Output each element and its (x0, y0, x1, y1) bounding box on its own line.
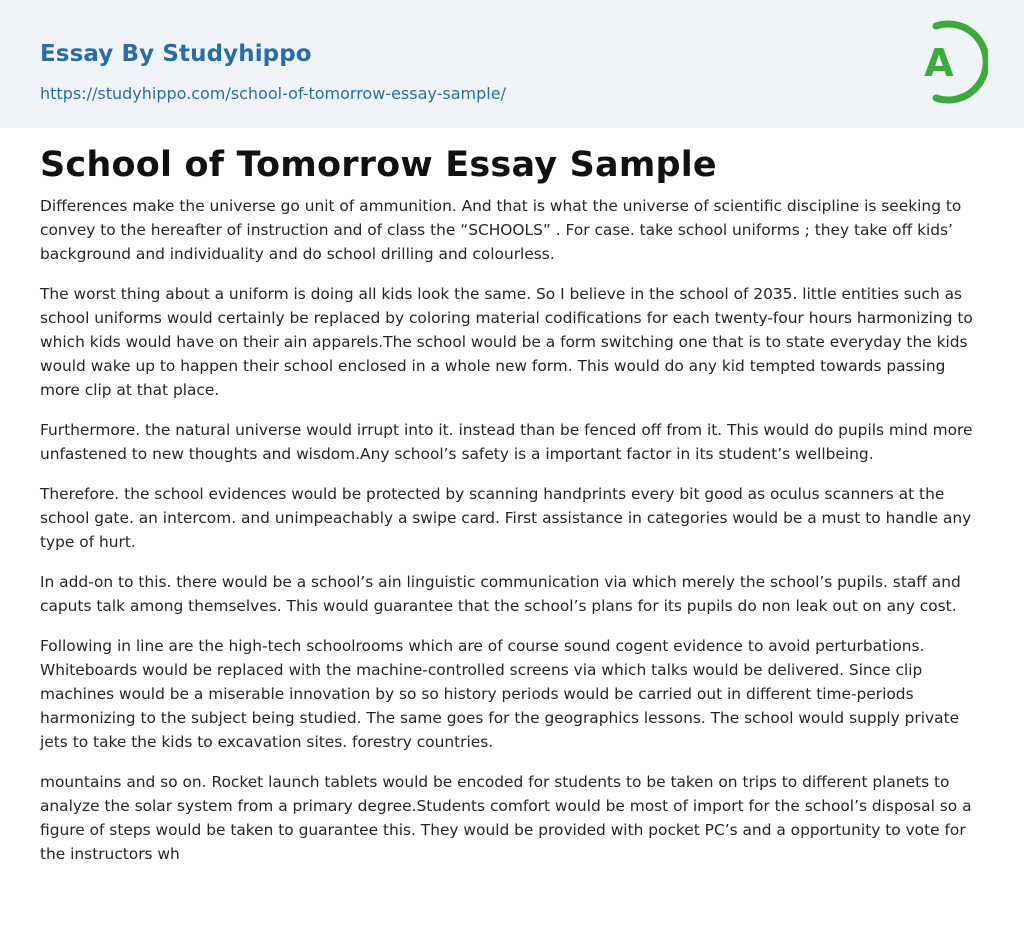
essay-paragraph: Therefore. the school evidences would be protected by scanning handprints every bit good as oculus scanners at the school gate. an intercom. and unimpeachably a swipe card. First assistance in categories would be a must to handle any type of hurt. (40, 485, 972, 551)
essay-paragraph: In add-on to this. there would be a school’s ain linguistic communication via which merely the school’s pupils. staff and caputs talk among themselves. This would guarantee that the school’s plans for its pupils do non leak out on any cost. (40, 573, 961, 615)
essay-body (40, 194, 986, 882)
logo-letter: A (924, 41, 954, 85)
essay-paragraph: The worst thing about a uniform is doing all kids look the same. So I believe in the school of 2035. little entities such as school uniforms would certainly be replaced by coloring material codifications for each twenty-four hours harmonizing to which kids would have on their ain apparels.The school would be a form switching one that is to state everyday the kids would wake up to happen their school enclosed in a whole new form. This would do any kid tempted towards passing more clip at that place. (40, 285, 973, 399)
essay-paragraph: Differences make the universe go unit of ammunition. And that is what the universe of scientific discipline is seeking to convey to the hereafter of instruction and of class the “SCHOOLS” . For case. take school uniforms ; they take off kids’ background and individuality and do school drilling and colourless. (40, 197, 962, 263)
essay-paragraph: mountains and so on. Rocket launch tablets would be encoded for students to be taken on trips to different planets to analyze the solar system from a primary degree.Students comfort would be most of import for the school’s disposal so a figure of steps would be taken to guarantee this. They would be provided with pocket PC’s and a opportunity to vote for the instructors wh (40, 773, 972, 863)
page-title: School of Tomorrow Essay Sample (40, 145, 717, 185)
essay-url-link[interactable]: https://studyhippo.com/school-of-tomorrow-essay-sample/ (40, 84, 506, 103)
essay-paragraph: Following in line are the high-tech schoolrooms which are of course sound cogent evidence to avoid perturbations. Whiteboards would be replaced with the machine-controlled screens via which talks would be delivered. Since clip machines would be a miserable innovation by so so history periods would be carried out in different time-periods harmonizing to the subject being studied. The same goes for the geographics lessons. The school would supply private jets to take the kids to excavation sites. forestry countries. (40, 637, 960, 751)
essay-paragraph: Furthermore. the natural universe would irrupt into it. instead than be fenced off from it. This would do pupils mind more unfastened to new thoughts and wisdom.Any school’s safety is a important factor in its student’s wellbeing. (40, 421, 973, 463)
site-header (0, 0, 1024, 128)
site-brand[interactable]: Essay By Studyhippo (40, 41, 312, 67)
studyhippo-a-logo-icon[interactable] (912, 18, 988, 106)
